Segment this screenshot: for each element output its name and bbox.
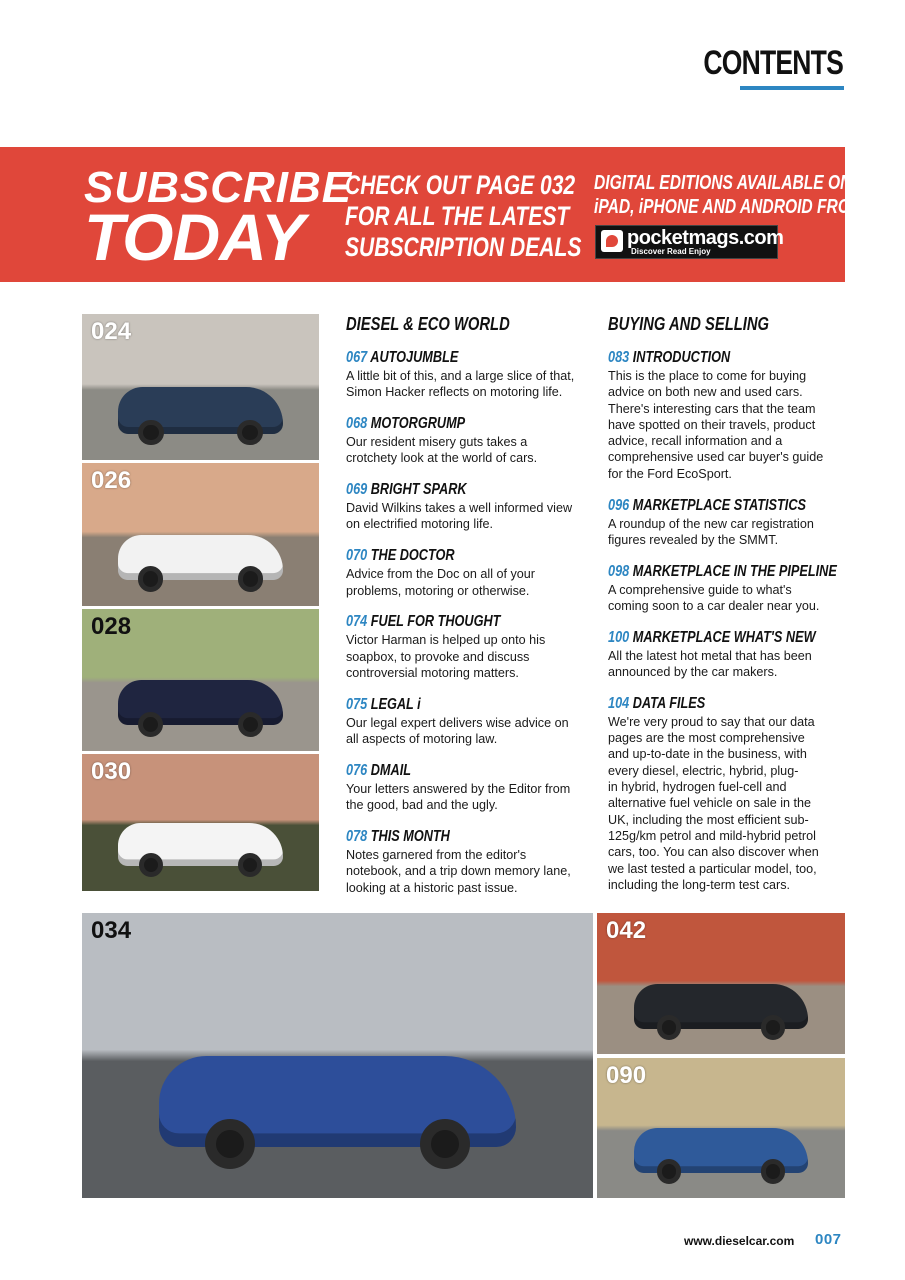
toc-entry[interactable] [346,695,586,748]
car-photo-026[interactable] [82,463,319,606]
description-line: Our legal expert delivers wise advice on [346,715,569,730]
entry-page-number: 074 [346,613,368,631]
digital-editions-note [594,171,863,219]
description-line: notebook, and a trip down memory lane, [346,864,571,879]
subscribe-heading-today: TODAY [84,200,304,274]
entry-title: LEGAL i [370,695,421,713]
wheel-icon [761,1159,786,1184]
photo-page-number: 042 [606,917,647,944]
description-line: on electrified motoring life. [346,517,493,532]
car-photo-090[interactable] [597,1058,845,1198]
entry-heading [608,694,805,714]
toc-entry[interactable] [608,694,848,893]
photo-page-number: 026 [91,467,132,494]
entry-page-number: 076 [346,761,368,779]
entry-description [346,781,586,814]
toc-entry[interactable] [346,612,586,681]
entry-description [346,847,586,896]
website-url[interactable]: www.dieselcar.com [684,1234,795,1248]
entry-title: MARKETPLACE WHAT'S NEW [632,628,816,646]
page-number: 007 [815,1231,842,1248]
description-line: figures revealed by the SMMT. [608,532,779,547]
entry-page-number: 096 [608,496,630,514]
description-line: A comprehensive guide to what's [608,582,792,597]
description-line: for the Ford EcoSport. [608,466,732,481]
description-line: and up-to-date in the business, with [608,747,807,762]
description-line: looking at a historic past issue. [346,880,518,895]
description-line: have spotted on their travels, product [608,417,816,432]
photo-page-number: 030 [91,758,132,785]
entry-title: THE DOCTOR [370,547,455,565]
wheel-icon [761,1015,786,1040]
entry-title: MOTORGRUMP [370,415,466,433]
description-line: All the latest hot metal that has been [608,648,812,663]
toc-entry[interactable] [346,761,586,814]
entry-heading [346,414,543,434]
entry-heading [608,496,805,516]
wheel-icon [138,420,164,446]
entry-description [608,714,848,893]
page-title: CONTENTS [703,44,843,82]
entry-page-number: 070 [346,547,368,565]
digital-line: iPAD, iPHONE AND ANDROID FROM [594,196,863,218]
description-line: There's interesting cars that the team [608,401,816,416]
car-photo-042[interactable] [597,913,845,1054]
wheel-icon [238,712,263,737]
entry-title: MARKETPLACE STATISTICS [632,496,806,514]
wheel-icon [139,853,163,877]
section-heading-diesel-eco: DIESEL & ECO WORLD [346,314,510,334]
description-line: 125g/km petrol and mild-hybrid petrol [608,828,816,843]
wheel-icon [138,566,163,591]
entry-title: MARKETPLACE IN THE PIPELINE [632,562,837,580]
wheel-icon [238,853,262,877]
entry-heading [346,827,543,847]
title-underline [740,86,844,90]
toc-entry[interactable] [608,628,848,681]
toc-entry[interactable] [608,562,848,615]
entry-heading [346,695,543,715]
car-photo-024[interactable] [82,314,319,460]
photo-page-number: 028 [91,613,132,640]
entry-page-number: 100 [608,628,630,646]
entry-description [608,648,848,681]
entry-description [608,368,848,482]
description-line: all aspects of motoring law. [346,732,498,747]
description-line: Simon Hacker reflects on motoring life. [346,385,563,400]
digital-line: DIGITAL EDITIONS AVAILABLE ON [594,172,852,194]
pocketmags-tagline: Discover Read Enjoy [631,247,711,256]
entry-description [346,434,586,467]
description-line: UK, including the most efficient sub- [608,812,809,827]
description-line: Our resident misery guts takes a [346,435,528,450]
entry-heading [608,348,805,368]
description-line: cars, too. You can also discover when [608,845,819,860]
description-line: controversial motoring matters. [346,665,519,680]
description-line: alternative fuel vehicle on sale in the [608,796,812,811]
toc-entry[interactable] [346,480,586,533]
entry-description [346,715,586,748]
entry-heading [346,348,543,368]
entry-page-number: 078 [346,828,368,845]
description-line: crotchety look at the world of cars. [346,451,538,466]
entry-heading [346,761,543,781]
entry-title: FUEL FOR THOUGHT [370,613,501,631]
callout-line: SUBSCRIPTION DEALS [345,232,582,262]
entry-title: INTRODUCTION [632,349,731,366]
car-photo-030[interactable] [82,754,319,891]
description-line: comprehensive used car buyer's guide [608,450,824,465]
entry-page-number: 104 [608,694,630,712]
description-line: in hybrid, hydrogen fuel-cell and [608,780,787,795]
wheel-icon [657,1159,682,1184]
subscribe-heading: SUBSCRIBE [84,163,353,212]
entry-heading [608,562,837,582]
entry-description [346,566,586,599]
entry-page-number: 083 [608,349,630,366]
wheel-icon [237,420,263,446]
entry-page-number: 067 [346,349,368,366]
photo-page-number: 090 [606,1062,647,1089]
description-line: pages are the most comprehensive [608,731,805,746]
entry-title: DMAIL [370,761,411,779]
wheel-icon [138,712,163,737]
entry-heading [346,612,543,632]
pocketmags-wordmark: pocketmags.com [627,227,784,249]
toc-entry[interactable] [346,546,586,599]
wheel-icon [420,1119,470,1169]
callout-line: CHECK OUT PAGE 032 [345,170,576,200]
description-line: including the long-term test cars. [608,877,790,892]
entry-description [346,368,586,401]
subscription-callout [345,170,581,263]
wheel-icon [238,566,263,591]
pocketmags-logo[interactable] [595,225,784,259]
pocketmags-icon [601,230,623,252]
entry-title: AUTOJUMBLE [370,349,459,366]
description-line: soapbox, to provoke and discuss [346,649,530,664]
entry-heading [346,480,543,500]
entry-page-number: 068 [346,415,368,433]
entry-heading [346,546,543,566]
entry-page-number: 069 [346,481,368,499]
entry-page-number: 075 [346,695,368,713]
entry-description [346,500,586,533]
description-line: we last tested a particular model, too, [608,861,817,876]
toc-entry[interactable] [608,496,848,549]
description-line: advice, recall information and a [608,434,783,449]
description-line: advice on both new and used cars. [608,385,803,400]
car-photo-028[interactable] [82,609,319,751]
toc-entry[interactable] [346,827,586,896]
photo-page-number: 024 [91,318,132,345]
section-heading-buying-selling: BUYING AND SELLING [608,314,770,334]
description-line: We're very proud to say that our data [608,714,815,729]
description-line: every diesel, electric, hybrid, plug- [608,763,799,778]
entry-title: BRIGHT SPARK [370,481,467,499]
description-line: David Wilkins takes a well informed view [346,501,573,516]
toc-entry[interactable] [346,348,586,401]
entry-description [346,632,586,681]
toc-entry[interactable] [608,348,848,482]
description-line: Victor Harman is helped up onto his [346,633,546,648]
entry-heading [608,628,816,648]
description-line: This is the place to come for buying [608,369,807,383]
car-photo-034[interactable] [82,913,593,1198]
description-line: announced by the car makers. [608,665,778,680]
toc-entry[interactable] [346,414,586,467]
description-line: Your letters answered by the Editor from [346,781,571,796]
entry-description [608,516,848,549]
entry-description [608,582,848,615]
photo-page-number: 034 [91,917,132,944]
entry-title: DATA FILES [632,694,706,712]
description-line: coming soon to a car dealer near you. [608,598,820,613]
entry-page-number: 098 [608,562,630,580]
entry-title: THIS MONTH [370,828,450,845]
callout-line: FOR ALL THE LATEST [345,201,570,231]
description-line: Notes garnered from the editor's [346,848,527,862]
description-line: the good, bad and the ugly. [346,798,498,813]
wheel-icon [657,1015,682,1040]
description-line: Advice from the Doc on all of your [346,567,535,582]
wheel-icon [205,1119,255,1169]
description-line: A roundup of the new car registration [608,516,814,531]
description-line: A little bit of this, and a large slice of that, [346,369,575,383]
description-line: problems, motoring or otherwise. [346,583,530,598]
